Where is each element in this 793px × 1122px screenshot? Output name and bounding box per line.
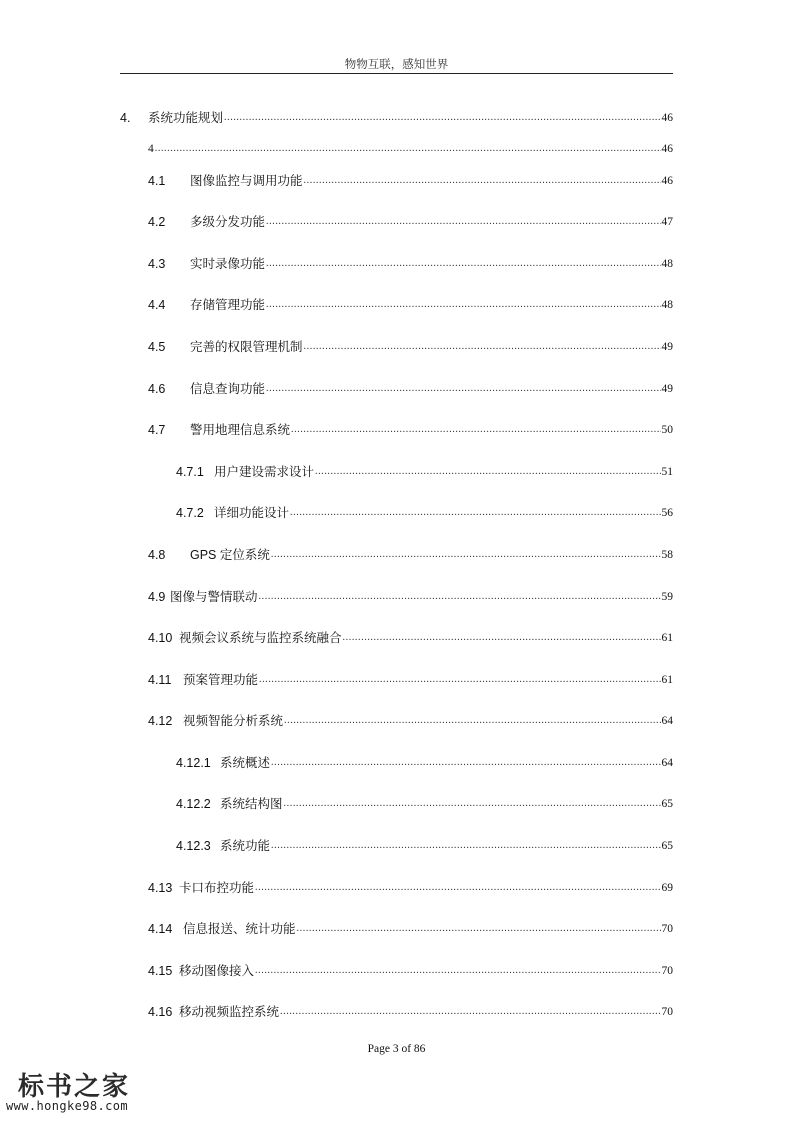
toc-number: 4 xyxy=(148,143,154,155)
toc-number: 4.4 xyxy=(148,298,166,312)
toc-entry[interactable] xyxy=(176,794,673,812)
toc-title: 视频智能分析系统 xyxy=(183,714,284,728)
toc-title: 完善的权限管理机制 xyxy=(190,340,303,354)
toc-page-number: 65 xyxy=(661,840,673,852)
toc-entry[interactable] xyxy=(148,1002,673,1020)
toc-page-number: 59 xyxy=(661,591,673,603)
toc-number: 4.12 xyxy=(148,714,173,728)
toc-title: 系统概述 xyxy=(220,756,271,770)
toc-title: 移动图像接入 xyxy=(179,964,255,978)
toc-page-number: 61 xyxy=(661,632,673,644)
toc-number: 4.9 xyxy=(148,590,166,604)
toc-page-number: 49 xyxy=(661,341,673,353)
toc-entry[interactable] xyxy=(148,295,673,313)
toc-page-number: 64 xyxy=(661,757,673,769)
toc-page-number: 48 xyxy=(661,299,673,311)
toc-title: 用户建设需求设计 xyxy=(214,465,315,479)
toc-title: 警用地理信息系统 xyxy=(190,423,291,437)
toc-page-number: 56 xyxy=(661,507,673,519)
toc-entry[interactable] xyxy=(176,753,673,771)
toc-page-number: 58 xyxy=(661,549,673,561)
toc-entry[interactable] xyxy=(148,587,673,605)
toc-entry[interactable] xyxy=(176,503,673,521)
page-header: 物物互联，感知世界 xyxy=(344,59,449,71)
toc-entry[interactable] xyxy=(148,337,673,355)
toc-page-number: 47 xyxy=(661,216,673,228)
toc-page-number: 46 xyxy=(661,175,673,187)
toc-entry[interactable] xyxy=(148,379,673,397)
toc-leader xyxy=(266,214,660,230)
toc-leader xyxy=(255,963,660,979)
toc-number: 4.11 xyxy=(148,673,172,687)
toc-number: 4.16 xyxy=(148,1005,173,1019)
toc-number: 4.7.2 xyxy=(176,506,204,520)
watermark-logo: 标书之家 xyxy=(18,1072,131,1102)
toc-number: 4.14 xyxy=(148,922,173,936)
toc-leader xyxy=(266,381,660,397)
toc-page-number: 46 xyxy=(661,112,673,124)
toc-entry[interactable] xyxy=(148,961,673,979)
toc-leader xyxy=(271,755,660,771)
toc-entry[interactable] xyxy=(148,628,673,646)
toc-title: 图像与警情联动 xyxy=(170,590,258,604)
toc-leader xyxy=(266,297,660,313)
toc-number: 4.1 xyxy=(148,174,166,188)
toc-title: 系统结构图 xyxy=(220,797,283,811)
toc-title: 系统功能 xyxy=(220,839,271,853)
toc-title: 信息报送、统计功能 xyxy=(183,922,296,936)
toc-entry[interactable] xyxy=(148,670,673,688)
toc-entry[interactable] xyxy=(148,254,673,272)
toc-title: 信息查询功能 xyxy=(190,382,266,396)
toc-page-number: 48 xyxy=(661,258,673,270)
toc-entry[interactable] xyxy=(148,878,673,896)
toc-leader xyxy=(304,173,661,189)
toc-number: 4.13 xyxy=(148,881,173,895)
toc-leader xyxy=(259,589,661,605)
toc-number: 4.12.1 xyxy=(176,756,211,770)
toc-number: 4.6 xyxy=(148,382,166,396)
toc-page-number: 69 xyxy=(661,882,673,894)
toc-leader xyxy=(155,141,661,157)
toc-number: 4.7.1 xyxy=(176,465,204,479)
toc-page-number: 49 xyxy=(661,383,673,395)
toc-leader xyxy=(290,505,660,521)
toc-title: 卡口布控功能 xyxy=(179,881,255,895)
toc-number: 4.8 xyxy=(148,548,166,562)
toc-title: 存储管理功能 xyxy=(190,298,266,312)
toc-entry[interactable] xyxy=(148,171,673,189)
toc-leader xyxy=(297,921,661,937)
toc-leader xyxy=(343,630,661,646)
toc-leader xyxy=(284,796,661,812)
toc-leader xyxy=(271,838,660,854)
toc-number: 4.12.2 xyxy=(176,797,211,811)
toc-leader xyxy=(284,713,660,729)
toc-page-number: 70 xyxy=(661,1006,673,1018)
toc-entry[interactable] xyxy=(148,212,673,230)
toc-number: 4.5 xyxy=(148,340,166,354)
toc-page-number: 50 xyxy=(661,424,673,436)
toc-entry[interactable] xyxy=(176,836,673,854)
watermark-url: www.hongke98.com xyxy=(6,1099,128,1113)
page-footer: Page 3 of 86 xyxy=(367,1043,426,1055)
toc-entry[interactable] xyxy=(148,139,673,157)
toc-title: 预案管理功能 xyxy=(183,673,259,687)
toc-leader xyxy=(259,672,660,688)
toc-entry[interactable] xyxy=(176,462,673,480)
toc-title: 详细功能设计 xyxy=(214,506,290,520)
toc-entry[interactable] xyxy=(148,919,673,937)
toc-leader xyxy=(315,464,660,480)
toc-title: 多级分发功能 xyxy=(190,215,266,229)
toc-number: 4.2 xyxy=(148,215,166,229)
toc-leader xyxy=(291,422,660,438)
toc-leader xyxy=(271,547,661,563)
toc-number: 4.15 xyxy=(148,964,173,978)
toc-entry[interactable] xyxy=(120,108,673,126)
toc-number: 4.7 xyxy=(148,423,166,437)
toc-number: 4.3 xyxy=(148,257,166,271)
toc-page-number: 70 xyxy=(661,965,673,977)
toc-title: 视频会议系统与监控系统融合 xyxy=(179,631,342,645)
toc-entry[interactable] xyxy=(148,545,673,563)
toc-title: 系统功能规划 xyxy=(148,111,224,125)
toc-page-number: 70 xyxy=(661,923,673,935)
toc-entry[interactable] xyxy=(148,711,673,729)
toc-title: GPS 定位系统 xyxy=(190,548,270,562)
toc-number: 4.12.3 xyxy=(176,839,211,853)
toc-page-number: 61 xyxy=(661,674,673,686)
toc-number: 4. xyxy=(120,111,131,125)
toc-leader xyxy=(266,256,660,272)
toc-page-number: 64 xyxy=(661,715,673,727)
toc-page-number: 46 xyxy=(661,143,673,155)
toc-title: 移动视频监控系统 xyxy=(179,1005,280,1019)
toc-title: 实时录像功能 xyxy=(190,257,266,271)
toc-leader xyxy=(280,1004,660,1020)
toc-number: 4.10 xyxy=(148,631,173,645)
toc-leader xyxy=(304,339,661,355)
toc-entry[interactable] xyxy=(148,420,673,438)
toc-page-number: 65 xyxy=(661,798,673,810)
toc-page-number: 51 xyxy=(661,466,673,478)
toc-title: 图像监控与调用功能 xyxy=(190,174,303,188)
toc-leader xyxy=(224,110,660,126)
toc-leader xyxy=(255,880,660,896)
